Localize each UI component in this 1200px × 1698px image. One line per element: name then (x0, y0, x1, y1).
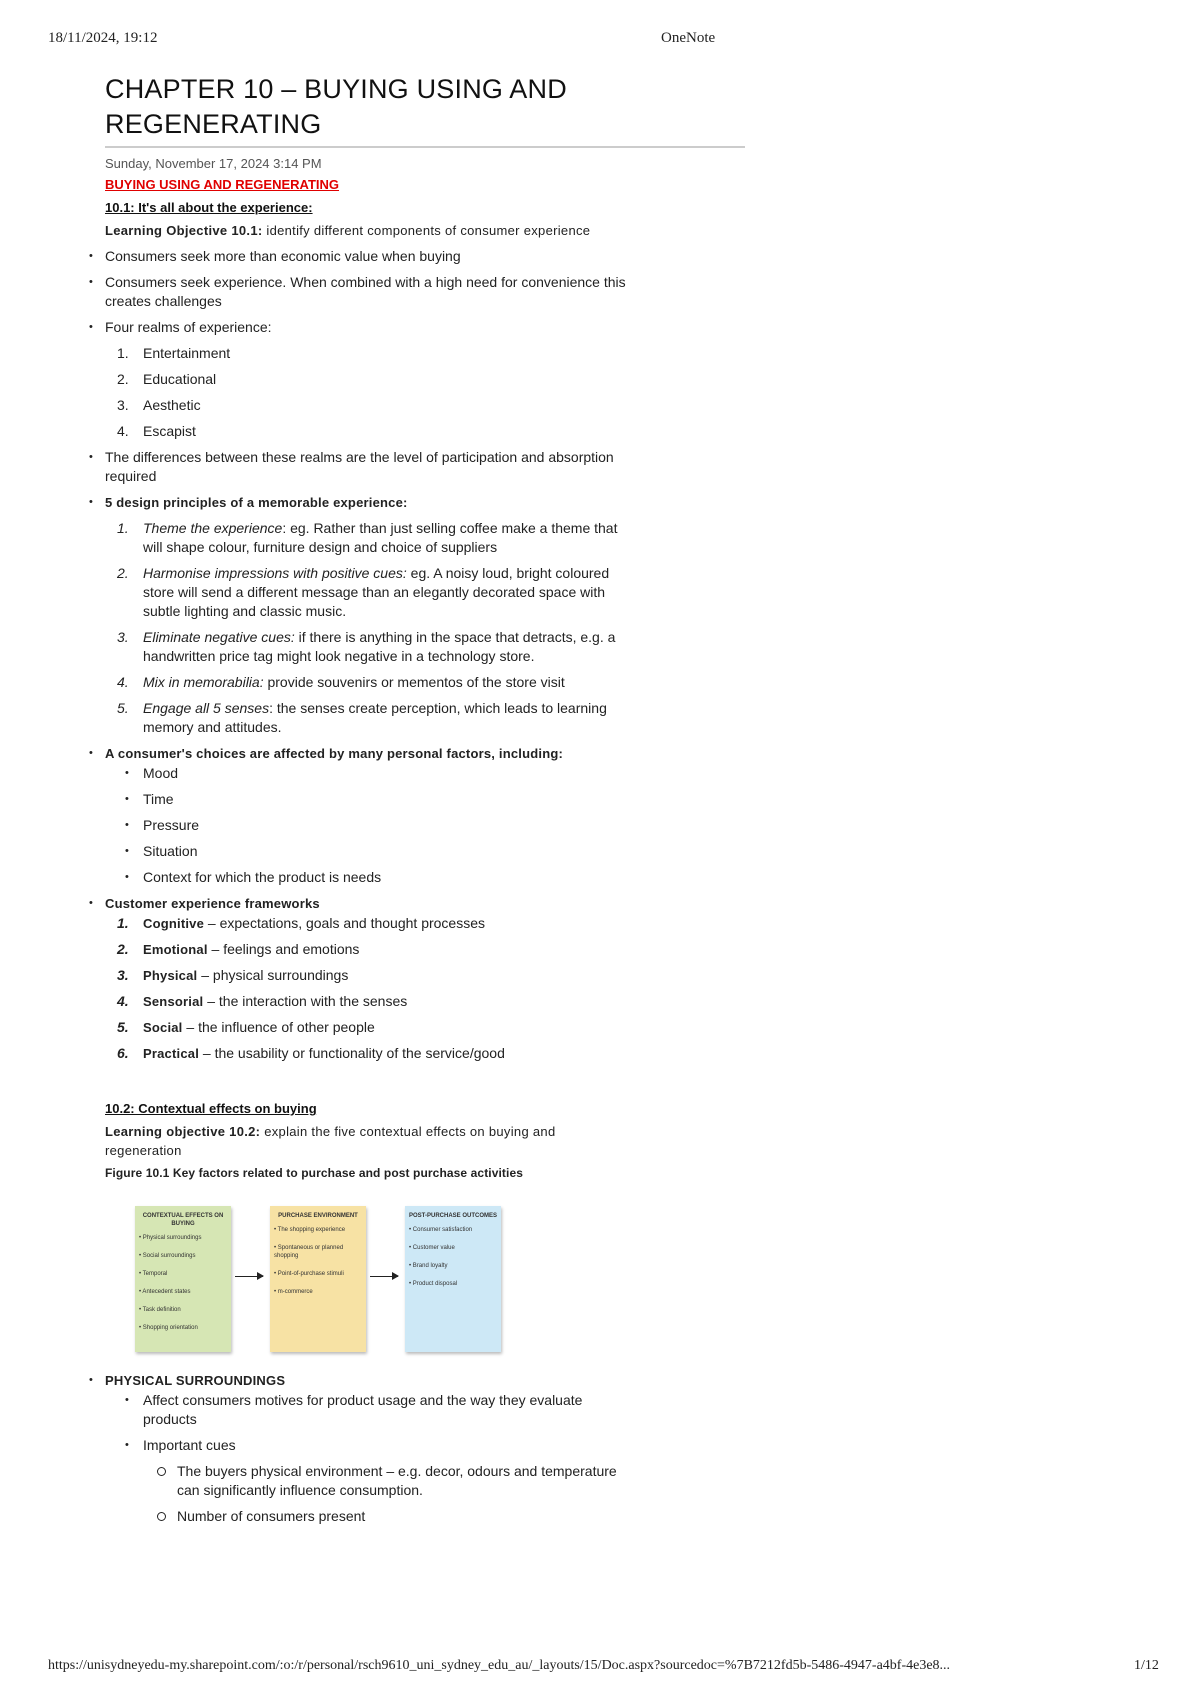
list-item (105, 1391, 627, 1429)
figure-caption: Figure 10.1 Key factors related to purchase and post purchase activities (105, 1166, 524, 1180)
figure-box-title: PURCHASE ENVIRONMENT (278, 1213, 358, 1219)
figure-box-contextual-effects (135, 1206, 231, 1352)
figure-box-item: • Customer value (409, 1245, 455, 1251)
framework-term: Sensorial (143, 994, 204, 1009)
list-item-text: Time (143, 791, 174, 807)
framework-term: Cognitive (143, 916, 205, 931)
principle-term: Harmonise impressions with positive cues: (143, 565, 407, 581)
framework-text: – the influence of other people (182, 1019, 375, 1035)
figure-box-title: POST-PURCHASE OUTCOMES (409, 1213, 498, 1219)
note-page (105, 72, 745, 1526)
list-item: 2. Educational (117, 371, 217, 387)
bullet-list-physical (87, 1371, 627, 1526)
principle-text: if there is anything in the space that detracts, e.g. a handwritten price tag might look negative in a technology store. (143, 629, 616, 664)
list-item: 3. Physical – physical surroundings (117, 967, 349, 983)
list-item: 2. Emotional – feelings and emotions (117, 941, 360, 957)
list-item-text: Number of consumers present (177, 1508, 366, 1524)
list-item: 1. Entertainment (117, 345, 231, 361)
list-item: 3. Eliminate negative cues: if there is anything in the space that detracts, e.g. a handwritten price tag might look negative in a technology store. (117, 629, 616, 664)
list-item (87, 1371, 627, 1526)
figure-box-item: • Antecedent states (139, 1289, 191, 1295)
list-item-text: The differences between these realms are the level of participation and absorption required (105, 449, 614, 484)
list-item-text: Affect consumers motives for product usage and the way they evaluate products (143, 1392, 583, 1427)
section-heading: BUYING USING AND REGENERATING (105, 177, 340, 192)
list-item: 4. Escapist (117, 423, 196, 439)
framework-text: – the interaction with the senses (203, 993, 408, 1009)
physical-items-list (105, 1391, 627, 1526)
figure-box-item: • Physical surroundings (139, 1235, 202, 1241)
list-item (87, 894, 627, 1063)
framework-text: – expectations, goals and thought processes (204, 915, 485, 931)
page-title: CHAPTER 10 – BUYING USING AND REGENERATING (105, 72, 745, 148)
list-item-text: Four realms of experience: (105, 319, 272, 335)
principle-text: eg. A noisy loud, bright coloured store will send a different message than an elegantly decorated space with subtle lighting and classic music. (143, 565, 610, 619)
framework-term: Practical (143, 1046, 200, 1061)
list-item: 4. Mix in memorabilia: provide souvenirs or mementos of the store visit (117, 674, 565, 690)
framework-term: Physical (143, 968, 198, 983)
figure-box-item: • Point-of-purchase stimuli (274, 1271, 344, 1277)
figure-box-item: • Spontaneous or planned shopping (274, 1245, 344, 1259)
arrow-right-icon (370, 1276, 398, 1277)
list-item (105, 1436, 627, 1526)
principle-term: Mix in memorabilia: (143, 674, 264, 690)
list-item-text: Context for which the product is needs (143, 869, 382, 885)
print-app-name: OneNote (661, 30, 716, 46)
print-page-number: 1/12 (1134, 1658, 1159, 1673)
principle-text: provide souvenirs or mementos of the store visit (263, 674, 565, 690)
print-url: https://unisydneyedu-my.sharepoint.com/:o:/r/personal/rsch9610_uni_sydney_edu_au/_layouts/15/Doc.aspx?sourcedoc=%7B7212fd5b-5486-4947-a4bf-4e3e8... (48, 1658, 951, 1673)
list-item-text: Situation (143, 843, 198, 859)
objective-text: identify different components of consumer experience (262, 223, 591, 238)
frameworks-list (105, 914, 627, 1063)
figure-box-item: • m-commerce (274, 1289, 313, 1295)
list-item-text: A consumer's choices are affected by many personal factors, including: (105, 746, 564, 761)
learning-objective-10-2 (105, 1122, 625, 1160)
list-item-text: Consumers seek experience. When combined with a high need for convenience this creates challenges (105, 274, 626, 309)
list-item-text: Consumers seek more than economic value when buying (105, 248, 461, 264)
list-item-text: Important cues (143, 1437, 236, 1453)
learning-objective-10-1 (105, 221, 625, 240)
list-item (87, 744, 627, 887)
list-item (87, 493, 627, 737)
list-item-text: Aesthetic (143, 397, 201, 413)
list-item (87, 318, 627, 441)
list-item (87, 448, 627, 486)
list-item-text: Pressure (143, 817, 200, 833)
list-item-text: The buyers physical environment – e.g. decor, odours and temperature can significantly influence consumption. (177, 1463, 617, 1498)
principles-list (105, 519, 627, 737)
subsection-heading-10-2: 10.2: Contextual effects on buying (105, 1101, 317, 1116)
bullet-list-10-1 (87, 247, 627, 1063)
framework-text: – physical surroundings (197, 967, 349, 983)
figure-box-item: • Shopping orientation (139, 1325, 198, 1331)
list-item (105, 1507, 627, 1526)
framework-term: Social (143, 1020, 183, 1035)
list-item (105, 842, 627, 861)
list-item (105, 816, 627, 835)
objective-text: explain the five contextual effects on buying and regeneration (105, 1124, 556, 1158)
figure-box-purchase-environment (270, 1206, 366, 1352)
list-item: 5. Social – the influence of other people (117, 1019, 375, 1035)
list-item (105, 868, 627, 887)
list-item-text: Entertainment (143, 345, 231, 361)
figure-box-item: • Brand loyalty (409, 1263, 448, 1269)
list-item-text: Customer experience frameworks (105, 896, 320, 911)
figure-box-item: • Consumer satisfaction (409, 1227, 473, 1233)
principle-term: Engage all 5 senses (143, 700, 270, 716)
principle-text: : the senses create perception, which leads to learning memory and attitudes. (143, 700, 607, 735)
framework-text: – feelings and emotions (207, 941, 360, 957)
figure-box-title: CONTEXTUAL EFFECTS ON BUYING (142, 1213, 224, 1227)
list-item (87, 273, 627, 311)
list-item: 1. Cognitive – expectations, goals and thought processes (117, 915, 485, 931)
figure-box-item: • The shopping experience (274, 1227, 346, 1233)
figure-10-1 (135, 1206, 498, 1361)
list-item: 2. Harmonise impressions with positive cues: eg. A noisy loud, bright coloured store will send a different message than an elegantly decorated space with subtle lighting and classic music. (117, 565, 610, 619)
arrow-right-icon (235, 1276, 263, 1277)
figure-box-item: • Product disposal (409, 1281, 458, 1287)
list-item-text: Mood (143, 765, 179, 781)
principle-term: Eliminate negative cues: (143, 629, 295, 645)
objective-label: Learning Objective 10.1: (105, 223, 263, 238)
list-item: 5. Engage all 5 senses: the senses create perception, which leads to learning memory and attitudes. (117, 700, 607, 735)
framework-term: Emotional (143, 942, 208, 957)
factors-list (105, 764, 627, 887)
subsection-heading-10-1: 10.1: It's all about the experience: (105, 200, 313, 215)
figure-box-item: • Social surroundings (139, 1253, 196, 1259)
list-item: 1. Theme the experience: eg. Rather than just selling coffee make a theme that will shape colour, furniture design and choice of suppliers (117, 520, 618, 555)
framework-text: – the usability or functionality of the service/good (199, 1045, 505, 1061)
list-item (105, 1462, 627, 1500)
print-datetime: 18/11/2024, 19:12 (48, 30, 158, 46)
page-date: Sunday, November 17, 2024 3:14 PM (105, 156, 322, 171)
principle-text: : eg. Rather than just selling coffee make a theme that will shape colour, furniture design and choice of suppliers (143, 520, 618, 555)
figure-box-item: • Temporal (139, 1271, 168, 1277)
list-item-text: 5 design principles of a memorable experience: (105, 495, 408, 510)
list-item: 6. Practical – the usability or functionality of the service/good (117, 1045, 505, 1061)
list-item: 3. Aesthetic (117, 397, 201, 413)
figure-box-item: • Task definition (139, 1307, 181, 1313)
list-item-text: PHYSICAL SURROUNDINGS (105, 1373, 286, 1388)
list-item (105, 790, 627, 809)
realms-list (105, 344, 627, 441)
list-item-text: Educational (143, 371, 217, 387)
figure-box-post-purchase-outcomes (405, 1206, 501, 1352)
list-item (87, 247, 627, 266)
list-item: 4. Sensorial – the interaction with the senses (117, 993, 408, 1009)
objective-label: Learning objective 10.2: (105, 1124, 261, 1139)
cues-list (105, 1462, 627, 1526)
list-item-text: Escapist (143, 423, 196, 439)
list-item (105, 764, 627, 783)
principle-term: Theme the experience (143, 520, 283, 536)
